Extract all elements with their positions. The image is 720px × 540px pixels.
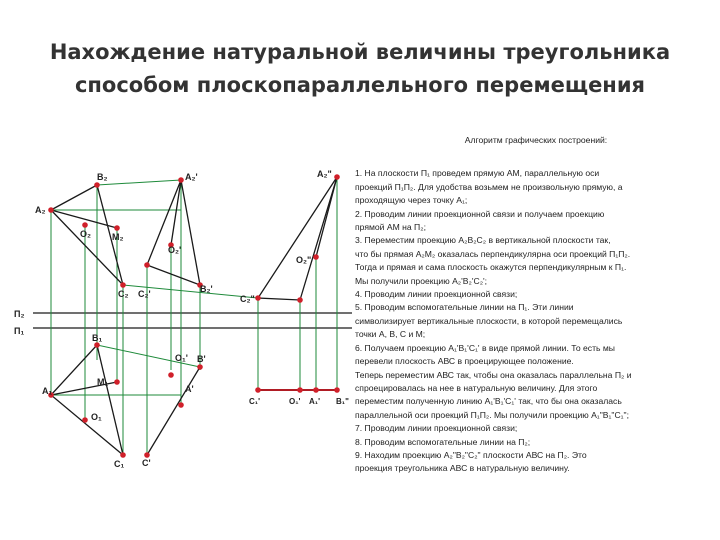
algorithm-line: проекций П₁П₂. Для удобства возьмем не произвольную прямую, а: [355, 181, 623, 192]
label-M2: М₂: [112, 232, 124, 242]
label-A2p: А₂': [185, 172, 198, 182]
algorithm-panel: [355, 134, 717, 476]
algorithm-line: Мы получили проекцию А₂'В₂'С₂';: [355, 275, 488, 286]
rotated-p2: [147, 180, 200, 285]
label-O1p: О₁': [175, 353, 188, 363]
label-B1p: В': [197, 354, 206, 364]
algorithm-heading: Алгоритм графических построений:: [464, 135, 608, 145]
label-C1p: С': [142, 458, 151, 468]
axis-label-pi2: П₂: [14, 309, 25, 319]
axis-label-pi1: П₁: [14, 326, 25, 336]
label-M1: М₁: [97, 377, 109, 387]
algorithm-line: перевели плоскость АВС в проецирующее положение.: [355, 356, 574, 367]
algorithm-line: 9. Находим проекцию А₂"В₂"С₂" плоскости АВС на П₂. Это: [355, 449, 587, 460]
label-A2: А₂: [35, 205, 46, 215]
algorithm-line: параллельной оси проекций П₁П₂. Мы получили проекцию А₁"В₁"С₁";: [355, 409, 629, 420]
edge-view-p1: [147, 367, 200, 455]
helper-lines: [51, 180, 258, 395]
algorithm-line: 4. Проводим линии проекционной связи;: [355, 289, 518, 300]
label-A1p: А': [185, 384, 194, 394]
title-line-1: Нахождение натуральной величины треугольника: [49, 40, 671, 64]
algorithm-line: прямой АМ на П₂;: [355, 222, 426, 233]
label-A1: А₁: [42, 386, 53, 396]
algorithm-line: проекция треугольника АВС в натуральную величину.: [355, 463, 570, 474]
algorithm-line: что бы прямая А₂М₂ оказалась перпендикулярна оси проекций П₁П₂.: [355, 248, 631, 259]
label-O2: О₂: [80, 229, 91, 239]
label-O1: О₁: [91, 412, 102, 422]
label-O2p: О₂': [168, 245, 182, 255]
algorithm-line: Тогда и прямая и сама плоскость окажутся перпендикулярным к П₁.: [355, 262, 627, 273]
algorithm-line: символизирует вертикальные плоскости, в которой перемещались: [355, 315, 623, 326]
algorithm-line: 5. Проводим вспомогательные линии на П₁. Эти линии: [355, 302, 574, 313]
title-line-2: способом плоскопараллельного перемещения: [74, 73, 646, 97]
label-B1pp: В₁": [336, 397, 349, 406]
algorithm-line: 7. Проводим линии проекционной связи;: [355, 423, 518, 434]
algorithm-line: точки А, В, С и М;: [355, 329, 426, 340]
label-O1pp: О₁': [289, 397, 301, 406]
label-C1: С₁: [114, 459, 125, 469]
label-B1: В₁: [92, 333, 103, 343]
algorithm-line: 3. Переместим проекцию А₂В₂С₂ в вертикальной плоскости так,: [355, 235, 611, 246]
algorithm-line: переместим полученную линию А₁'В₁'С₁' так, что бы она оказалась: [355, 396, 622, 407]
label-C2pp: С₂": [240, 294, 255, 304]
algorithm-line: проходящую через точку А₁;: [355, 195, 468, 206]
algorithm-line: 6. Получаем проекцию А₁'В₁'С₁' в виде прямой линии. То есть мы: [355, 342, 615, 353]
true-size-triangle: [258, 177, 337, 300]
label-C1pp: С₁': [249, 397, 260, 406]
label-A1pp: А₁': [309, 397, 320, 406]
label-C2: С₂: [118, 289, 129, 299]
label-B2p: В₂': [200, 284, 213, 294]
algorithm-line: Теперь переместим АВС так, чтобы она оказалась параллельна П₂ и: [355, 369, 632, 380]
algorithm-line: спроецировалась на нее в натуральную величину. Для этого: [355, 382, 598, 393]
algorithm-line: 1. На плоскости П₁ проведем прямую АМ, параллельную оси: [355, 168, 600, 179]
triangle-p1: [51, 345, 123, 455]
algorithm-line: 2. Проводим линии проекционной связи и получаем проекцию: [355, 208, 605, 219]
label-A2pp: А₂": [317, 169, 332, 179]
label-C2p: С₂': [138, 289, 151, 299]
label-B2: В₂: [97, 172, 108, 182]
algorithm-steps: [355, 167, 717, 475]
algorithm-line: 8. Проводим вспомогательные линии на П₂;: [355, 436, 531, 447]
label-O2pp: О₂": [296, 255, 312, 265]
